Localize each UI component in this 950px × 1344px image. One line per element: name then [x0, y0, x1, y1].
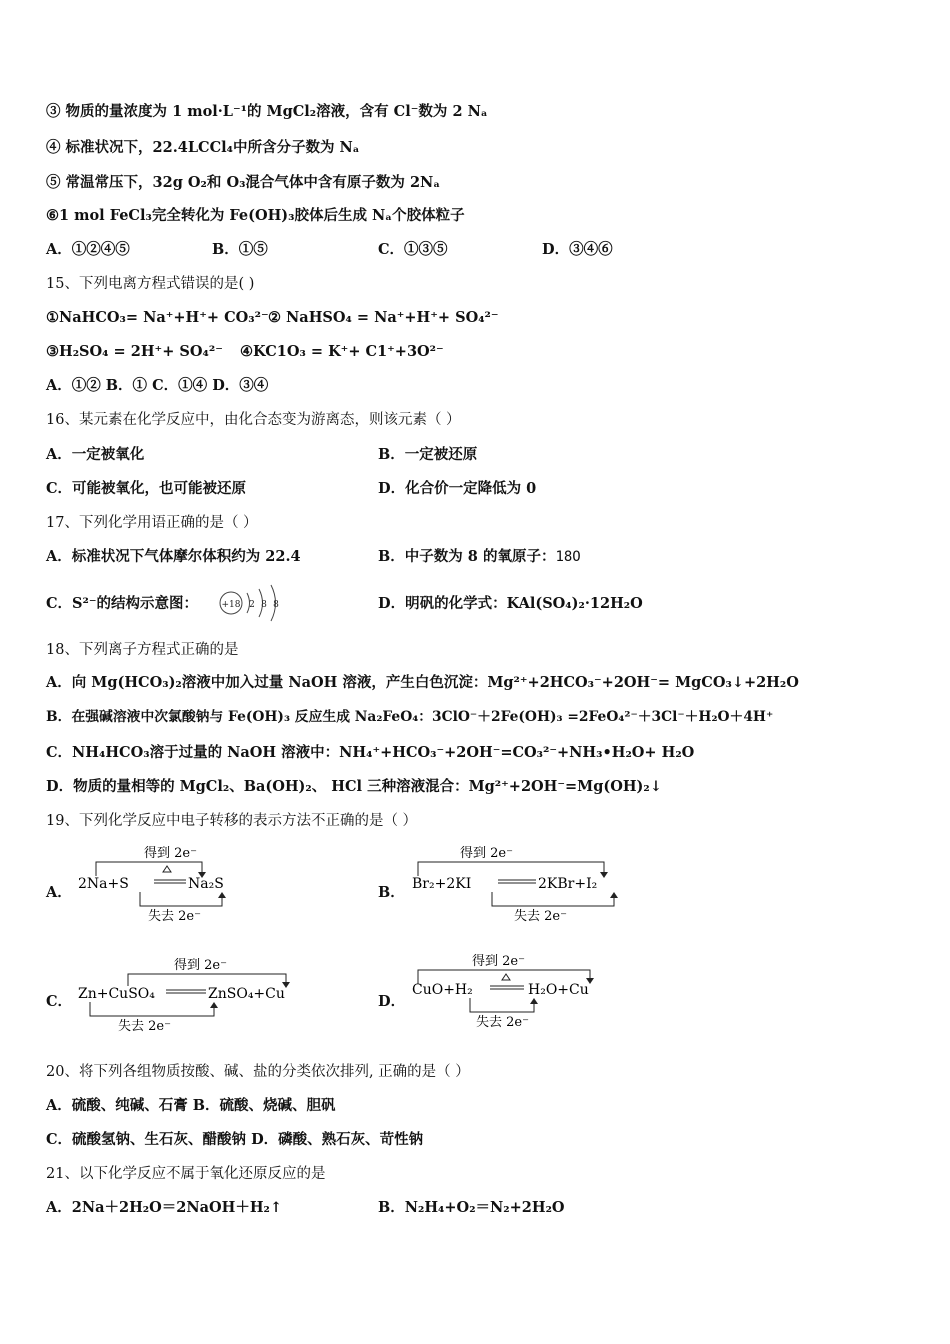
statement-5: ⑤ 常温常压下，32g O₂和 O₃混合气体中含有原子数为 2Nₐ [46, 174, 441, 191]
q17-option-b-prefix: B．中子数为 8 的氧原子： [378, 548, 556, 565]
q19-option-a-label: A． [46, 884, 72, 901]
q16-stem: 16、某元素在化学反应中，由化合态变为游离态，则该元素（ ） [46, 412, 461, 428]
products: H₂O+Cu [528, 982, 589, 998]
q21-stem: 21、以下化学反应不属于氧化还原反应的是 [46, 1166, 326, 1182]
products: Na₂S [188, 876, 224, 892]
q15-stem: 15、下列电离方程式错误的是( ) [46, 276, 255, 292]
q20-options-cd: C．硫酸氢钠、生石灰、醋酸钠 D．磷酸、熟石灰、苛性钠 [46, 1131, 424, 1148]
q15-options: A．①② B．① C．①④ D．③④ [46, 377, 269, 394]
q15-eq3: ③H₂SO₄ = 2H⁺+ SO₄²⁻ [46, 343, 223, 360]
q19-diagram-b [408, 842, 638, 924]
q14-option-d: D．③④⑥ [542, 241, 613, 258]
q17-stem: 17、下列化学用语正确的是（ ） [46, 515, 258, 531]
shell-3-count: 8 [273, 600, 279, 610]
q20-stem: 20、将下列各组物质按酸、碱、盐的分类依次排列, 正确的是（ ） [46, 1064, 470, 1080]
gain-label: 得到 2e⁻ [144, 846, 197, 861]
statement-6: ⑥1 mol FeCl₃完全转化为 Fe(OH)₃胶体后生成 Nₐ个胶体粒子 [46, 207, 465, 224]
statement-4: ④ 标准状况下，22.4LCCl₄中所含分子数为 Nₐ [46, 139, 360, 156]
lose-label: 失去 2e⁻ [476, 1015, 529, 1030]
statement-3: ③ 物质的量浓度为 1 mol·L⁻¹的 MgCl₂溶液，含有 Cl⁻数为 2 Nₐ [46, 103, 488, 120]
lose-label: 失去 2e⁻ [118, 1019, 171, 1034]
gain-label: 得到 2e⁻ [472, 954, 525, 969]
q18-option-c: C．NH₄HCO₃溶于过量的 NaOH 溶液中：NH₄⁺+HCO₃⁻+2OH⁻=CO₃²⁻+NH₃•H₂O+ H₂O [46, 744, 695, 761]
q19-stem: 19、下列化学反应中电子转移的表示方法不正确的是（ ） [46, 813, 418, 829]
q18-option-a: A．向 Mg(HCO₃)₂溶液中加入过量 NaOH 溶液，产生白色沉淀：Mg²⁺+2HCO₃⁻+2OH⁻= MgCO₃↓+2H₂O [46, 674, 799, 691]
q14-option-c: C．①③⑤ [378, 241, 448, 258]
reactants: CuO+H₂ [412, 982, 473, 998]
q19-option-c-label: C． [46, 993, 73, 1010]
q20-options-ab: A．硫酸、纯碱、石膏 B．硫酸、烧碱、胆矾 [46, 1097, 336, 1114]
reactants: Zn+CuSO₄ [78, 986, 155, 1002]
oxygen-isotope: 18O [555, 549, 581, 565]
lose-label: 失去 2e⁻ [514, 909, 567, 924]
q16-option-a: A．一定被氧化 [46, 446, 145, 463]
reactants: 2Na+S [78, 876, 129, 892]
q15-eq4: ④KC1O₃ = K⁺+ C1⁺+3O²⁻ [240, 343, 444, 360]
q19-option-d-label: D． [378, 993, 406, 1010]
q16-option-d: D．化合价一定降低为 0 [378, 480, 537, 497]
q17-option-d: D．明矾的化学式：KAl(SO₄)₂·12H₂O [378, 595, 643, 612]
products: 2KBr+I₂ [538, 876, 598, 892]
q21-option-b: B．N₂H₄+O₂＝N₂+2H₂O [378, 1199, 565, 1216]
sulfide-ion-structure-diagram [216, 583, 286, 623]
reactants: Br₂+2KI [412, 876, 472, 892]
q15-eq1: ①NaHCO₃= Na⁺+H⁺+ CO₃²⁻ [46, 309, 269, 326]
q18-option-d: D．物质的量相等的 MgCl₂、Ba(OH)₂、 HCl 三种溶液混合：Mg²⁺+2OH⁻=Mg(OH)₂↓ [46, 778, 662, 795]
q16-option-b: B．一定被还原 [378, 446, 478, 463]
q15-eq2: ② NaHSO₄ = Na⁺+H⁺+ SO₄²⁻ [268, 309, 499, 326]
gain-label: 得到 2e⁻ [460, 846, 513, 861]
q18-stem: 18、下列离子方程式正确的是 [46, 642, 239, 658]
products: ZnSO₄+Cu [208, 986, 285, 1002]
nucleus-charge: +18 [221, 600, 241, 610]
q19-diagram-a [74, 842, 254, 924]
shell-2-count: 8 [261, 600, 267, 610]
q14-option-b: B．①⑤ [212, 241, 268, 258]
gain-label: 得到 2e⁻ [174, 958, 227, 973]
q19-diagram-d [404, 950, 614, 1032]
lose-label: 失去 2e⁻ [148, 909, 201, 924]
q17-option-c: C．S²⁻的结构示意图： [46, 595, 199, 612]
q19-option-b-label: B． [378, 884, 405, 901]
q17-option-a: A．标准状况下气体摩尔体积约为 22.4 [46, 548, 301, 565]
shell-1-count: 2 [249, 600, 255, 610]
q16-option-c: C．可能被氧化，也可能被还原 [46, 480, 247, 497]
q21-option-a: A．2Na＋2H₂O＝2NaOH＋H₂↑ [46, 1199, 283, 1216]
q14-option-a: A．①②④⑤ [46, 241, 130, 258]
q17-option-b [378, 547, 581, 567]
q18-option-b: B．在强碱溶液中次氯酸钠与 Fe(OH)₃ 反应生成 Na₂FeO₄：3ClO⁻＋2Fe(OH)₃ =2FeO₄²⁻＋3Cl⁻＋H₂O＋4H⁺ [46, 709, 774, 725]
q19-diagram-c [74, 954, 304, 1036]
